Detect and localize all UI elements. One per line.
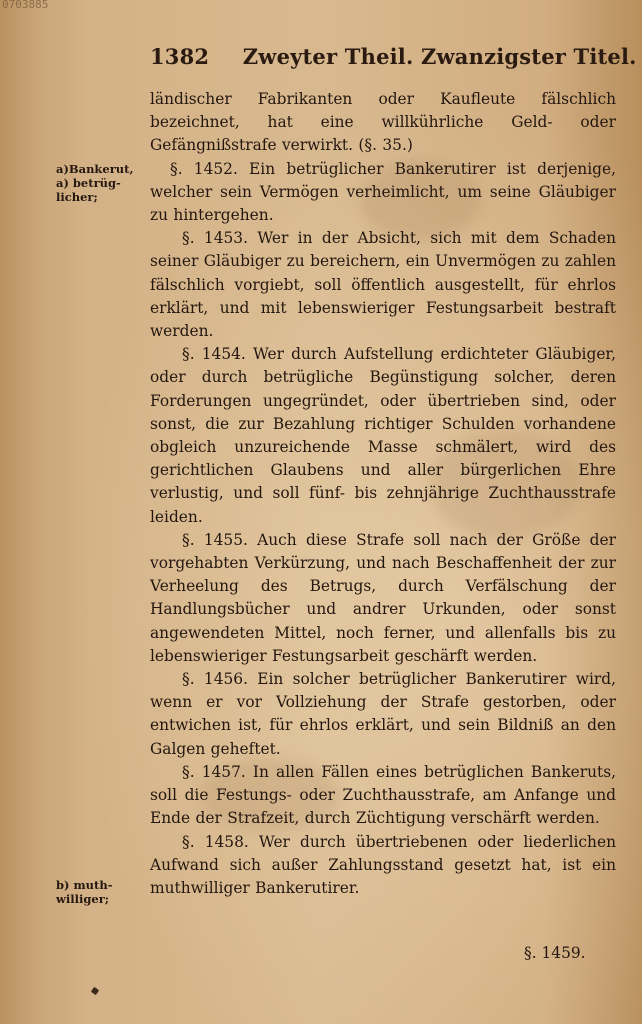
running-head — [150, 44, 637, 69]
paragraph-1458: §. 1458. Wer durch übertriebenen oder liederlichen Aufwand sich außer Zahlungsstand gesetzt hat, ist ein muthwilliger Bankerutirer. — [150, 832, 616, 897]
body-text — [150, 88, 616, 900]
ink-mark — [91, 987, 99, 995]
paragraph-1454: §. 1454. Wer durch Aufstellung erdichteter Gläubiger, oder durch betrügliche Begünstigung solcher, deren Forderungen ungegründet, oder übertrieben sind, oder sonst, die zur Bezahlung richtiger Schulden vorhandene obgleich unzureichende Masse schmälert, wird des gerichtlichen Glaubens und aller bürgerlichen Ehre verlustig, und soll fünf- bis zehnjährige Zuchthausstrafe leiden. — [150, 345, 616, 526]
margin-note-line: a) betrüg- — [56, 176, 121, 190]
margin-note-muthwillig — [56, 878, 148, 906]
margin-note-bankerut — [56, 162, 148, 204]
paragraph-1455: §. 1455. Auch diese Strafe soll nach der Größe der vorgehabten Verkürzung, und nach Beschaffenheit der zur Verheelung des Betrugs, durch Verfälschung der Handlungsbücher und andrer Urkunden, oder sonst angewendeten Mittel, noch ferner, und allenfalls bis zu lebenswieriger Festungsarbeit geschärft werden. — [150, 530, 616, 665]
running-title: Zweyter Theil. Zwanzigster Titel. — [242, 44, 637, 69]
paragraph-1457: §. 1457. In allen Fällen eines betrüglichen Bankeruts, soll die Festungs- oder Zuchthausstrafe, am Anfange und Ende der Strafzeit, durch Züchtigung verschärft werden. — [150, 762, 616, 828]
margin-note-line: b) muth- — [56, 878, 113, 892]
catchword: §. 1459. — [524, 944, 586, 962]
margin-note-line: a)Bankerut, — [56, 162, 134, 176]
paragraph-continuation: ländischer Fabrikanten oder Kaufleute fälschlich bezeichnet, hat eine willkührliche Geld- oder Gefängnißstrafe verwirkt. (§. 35.) — [150, 90, 616, 155]
paragraph-1453: §. 1453. Wer in der Absicht, sich mit dem Schaden seiner Gläubiger zu bereichern, ein Unvermögen zu zahlen fälschlich vorgiebt, soll öffentlich ausgestellt, für ehrlos erklärt, und mit lebenswieriger Festungsarbeit bestraft werden. — [150, 229, 616, 341]
library-stamp: 0703885 — [2, 0, 49, 11]
margin-note-line: williger; — [56, 892, 110, 906]
paragraph-1456: §. 1456. Ein solcher betrüglicher Bankerutirer wird, wenn er vor Vollziehung der Strafe gestorben, oder entwichen ist, für ehrlos erklärt, und sein Bildniß an den Galgen geheftet. — [150, 670, 616, 758]
paragraph-1452: §. 1452. Ein betrüglicher Bankerutirer ist derjenige, welcher sein Vermögen verheimlicht, um seine Gläubiger zu hintergehen. — [150, 159, 616, 225]
page-number: 1382 — [150, 44, 210, 69]
margin-note-line: licher; — [56, 190, 98, 204]
